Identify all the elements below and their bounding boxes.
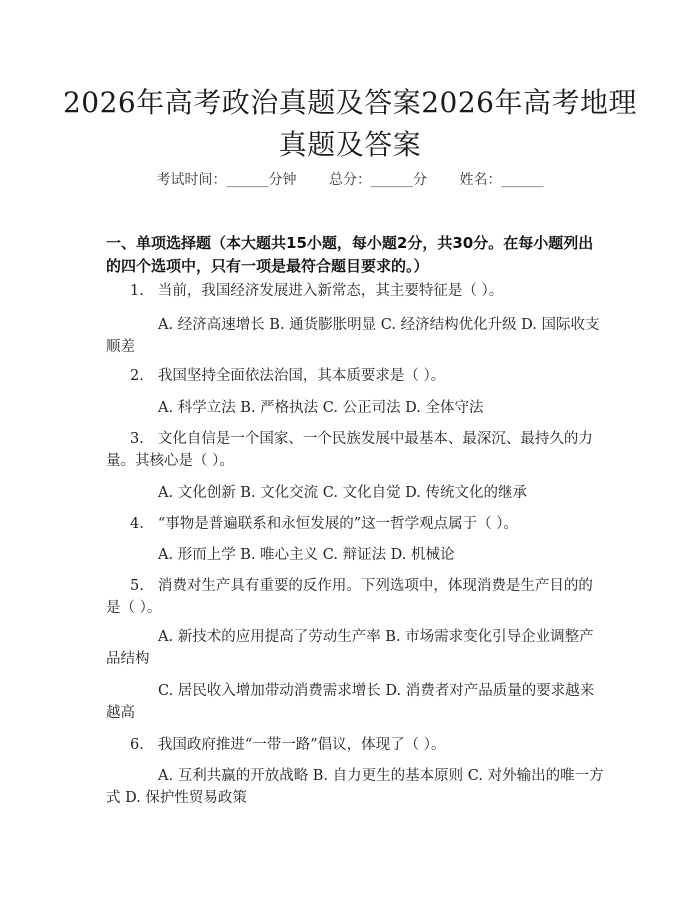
question-number: 3. [130,431,144,447]
question-text: 当前，我国经济发展进入新常态，其主要特征是（ ）。 [157,283,504,299]
question-1 [106,280,604,302]
question-number: 6. [130,737,144,753]
question-4-options [106,544,604,566]
option-line: C. 居民收入增加带动消费需求增长 D. 消费者对产品质量的要求越来越高 [106,683,595,721]
question-text: 我国坚持全面依法治国，其本质要求是（ ）。 [157,368,446,384]
section-heading: 一、单项选择题（本大题共15小题，每小题2分，共30分。在每小题列出的四个选项中，只有一项是最符合题目要求的。） [106,234,594,275]
question-text: 文化自信是一个国家、一个民族发展中最基本、最深沉、最持久的力量。其核心是（ ）。 [106,431,593,469]
question-1-options [106,314,604,358]
question-4 [106,513,604,535]
student-name: 姓名：______ [459,172,544,188]
option-line: A. 形而上学 B. 唯心主义 C. 辩证法 D. 机械论 [158,547,455,563]
question-number: 4. [130,516,144,532]
question-number: 2. [130,368,144,384]
question-2 [106,365,604,387]
document-title: 2026年高考政治真题及答案2026年高考地理真题及答案 [62,86,638,161]
question-5-options-a [106,626,604,670]
question-6 [106,734,604,756]
total-score: 总分：______分 [329,172,427,188]
option-line: A. 文化创新 B. 文化交流 C. 文化自觉 D. 传统文化的继承 [158,485,528,501]
question-text: “事物是普遍联系和永恒发展的”这一哲学观点属于（ ）。 [157,516,519,532]
question-6-options [106,765,604,809]
exam-meta [0,169,700,189]
question-number: 5. [130,578,144,594]
exam-time: 考试时间：______分钟 [156,172,297,188]
question-3 [106,428,604,472]
question-number: 1. [130,283,144,299]
question-5-options-c [106,680,604,724]
option-line: A. 互利共赢的开放战略 B. 自力更生的基本原则 C. 对外输出的唯一方式 D. 保护性贸易政策 [106,768,604,806]
question-5 [106,575,604,619]
option-line: A. 科学立法 B. 严格执法 C. 公正司法 D. 全体守法 [158,400,484,416]
question-3-options [106,482,604,504]
question-text: 消费对生产具有重要的反作用。下列选项中，体现消费是生产目的的是（ ）。 [106,578,593,616]
option-line: A. 新技术的应用提高了劳动生产率 B. 市场需求变化引导企业调整产品结构 [106,629,594,667]
question-2-options [106,397,604,419]
question-text: 我国政府推进“一带一路”倡议，体现了（ ）。 [157,737,446,753]
option-line: A. 经济高速增长 B. 通货膨胀明显 C. 经济结构优化升级 D. 国际收支顺差 [106,317,600,355]
